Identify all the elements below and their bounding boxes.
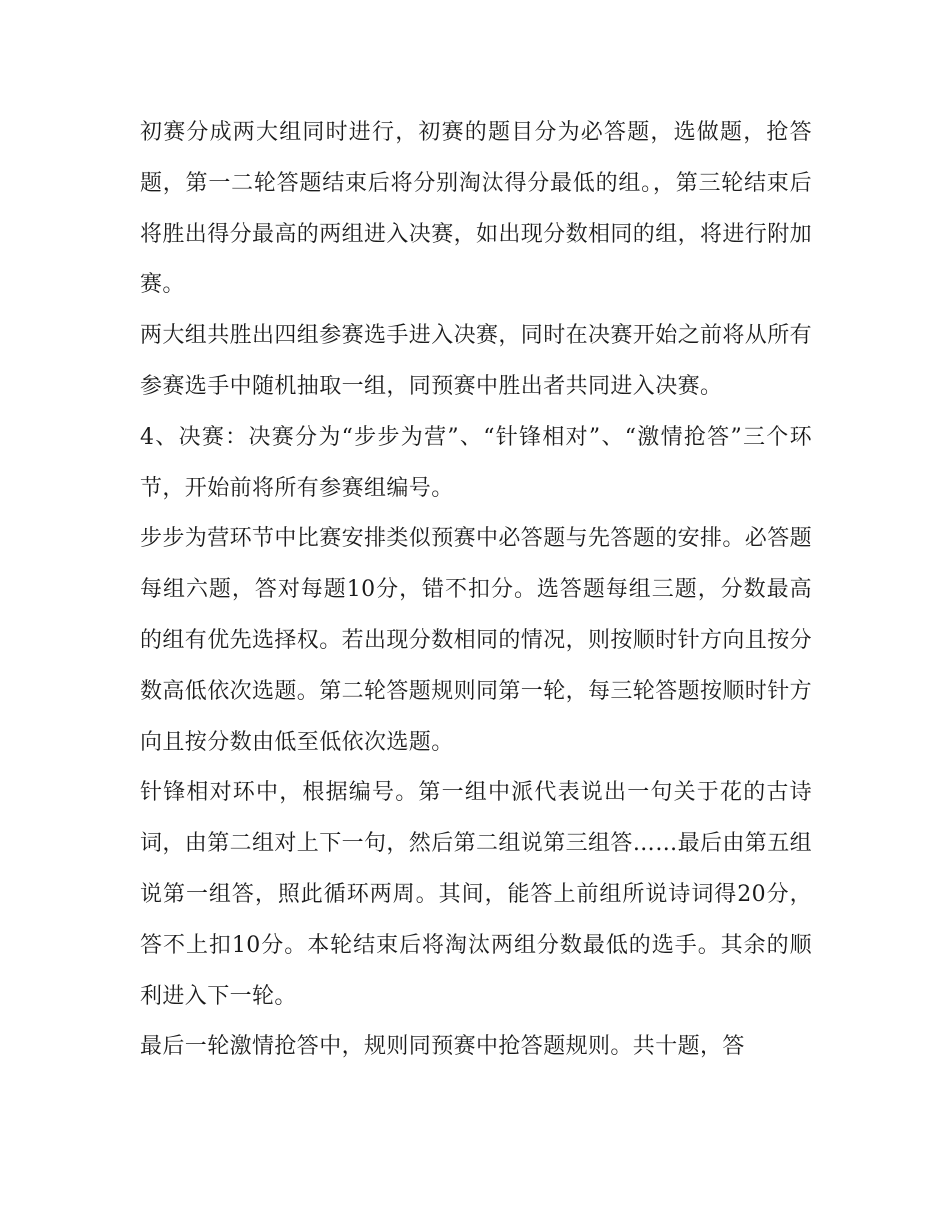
paragraph-final-qualification: 两大组共胜出四组参赛选手进入决赛，同时在决赛开始之前将从所有参赛选手中随机抽取一组，同预赛中胜出者共同进入决赛。: [140, 323, 813, 399]
document-body: [140, 108, 812, 1073]
paragraph-quick-answer-round: 最后一轮激情抢答中，规则同预赛中抢答题规则。共十题，答: [140, 1034, 745, 1060]
paragraph-head-to-head-round: 针锋相对环中，根据编号。第一组中派代表说出一句关于花的古诗词，由第二组对上下一句，然后第二组说第三组答……最后由第五组说第一组答，照此循环两周。其间，能答上前组所说诗词得20分，答不上扣10分。本轮结束后将淘汰两组分数最低的选手。其余的顺利进入下一轮。: [140, 780, 813, 1009]
paragraph-preliminary-rules: 初赛分成两大组同时进行，初赛的题目分为必答题，选做题，抢答题，第一二轮答题结束后将分别淘汰得分最低的组。，第三轮结束后将胜出得分最高的两组进入决赛，如出现分数相同的组，将进行附加赛。: [140, 120, 813, 298]
paragraph-final-overview: 4、决赛：决赛分为“步步为营”、“针锋相对”、“激情抢答”三个环节，开始前将所有参赛组编号。: [140, 424, 812, 501]
paragraph-step-by-step-round: 步步为营环节中比赛安排类似预赛中必答题与先答题的安排。必答题每组六题，答对每题10分，错不扣分。选答题每组三题，分数最高的组有优先选择权。若出现分数相同的情况，则按顺时针方向且按分数高低依次选题。第二轮答题规则同第一轮，每三轮答题按顺时针方向且按分数由低至低依次选题。: [140, 526, 813, 755]
